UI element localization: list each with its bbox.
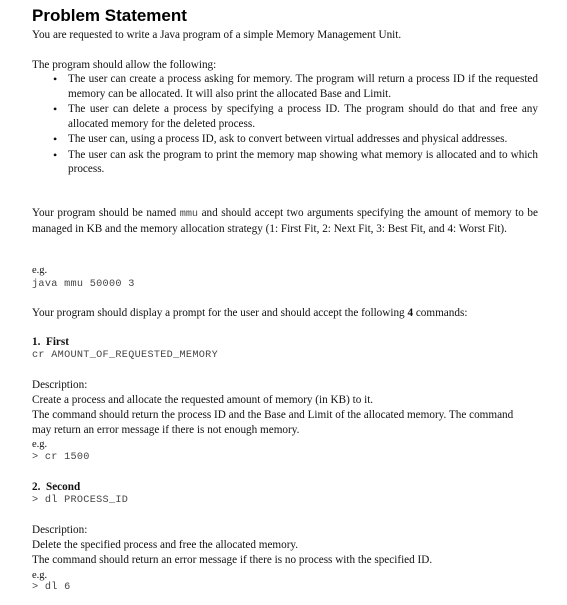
command-1-description-line: Create a process and allocate the requested amount of memory (in KB) to it.: [32, 394, 374, 406]
command-2-syntax: > dl PROCESS_ID: [32, 495, 129, 506]
command-2-description-line: The command should return an error message if there is no process with the specified ID.: [32, 554, 433, 566]
list-item: • The user can ask the program to print the memory map showing what memory is allocated and to which process.: [32, 148, 538, 177]
command-2-description-line: Delete the specified process and free the allocated memory.: [32, 539, 299, 551]
prompt-text-before: Your program should display a prompt for the user and should accept the following: [32, 307, 408, 319]
command-1-description-line: The command should return the process ID and the Base and Limit of the allocated memory. The command may return an error message if there is not enough memory.: [32, 409, 514, 436]
command-1-eg-label: e.g.: [32, 439, 48, 450]
requirements-list: [32, 72, 538, 178]
command-1-example: > cr 1500: [32, 452, 90, 463]
command-1-syntax: cr AMOUNT_OF_REQUESTED_MEMORY: [32, 350, 218, 361]
page-title: Problem Statement: [32, 6, 187, 25]
program-name-code: mmu: [179, 209, 199, 220]
naming-text-before: Your program should be named: [32, 207, 180, 219]
allow-lead-text: The program should allow the following:: [32, 59, 217, 71]
prompt-text-after: commands:: [413, 307, 468, 319]
naming-paragraph: [32, 206, 538, 237]
command-2-eg-label: e.g.: [32, 570, 48, 581]
eg-label: e.g.: [32, 265, 48, 276]
intro-paragraph: You are requested to write a Java program of a simple Memory Management Unit.: [32, 29, 402, 41]
list-item: • The user can delete a process by specifying a process ID. The program should do that and free any allocated memory for the deleted process.: [32, 102, 538, 131]
naming-text-after: and should accept two arguments specifying the amount of memory to be managed in KB and the memory allocation strategy (1: First Fit, 2: Next Fit, 3: Best Fit, and 4: Worst Fit).: [32, 207, 538, 235]
command-count: 4: [407, 307, 414, 319]
list-item: • The user can, using a process ID, ask to convert between virtual addresses and physical addresses.: [32, 132, 538, 147]
command-1-description-label: Description:: [32, 379, 88, 391]
run-example-code: java mmu 50000 3: [32, 279, 135, 290]
command-2-description-label: Description:: [32, 524, 88, 536]
list-item: • The user can create a process asking for memory. The program will return a process ID if the requested memory can be allocated. It will also print the allocated Base and Limit.: [32, 72, 538, 101]
command-1-heading: 1. First: [32, 336, 69, 348]
prompt-paragraph: [32, 306, 467, 321]
command-2-heading: 2. Second: [32, 481, 81, 493]
command-2-example: > dl 6: [32, 582, 71, 593]
